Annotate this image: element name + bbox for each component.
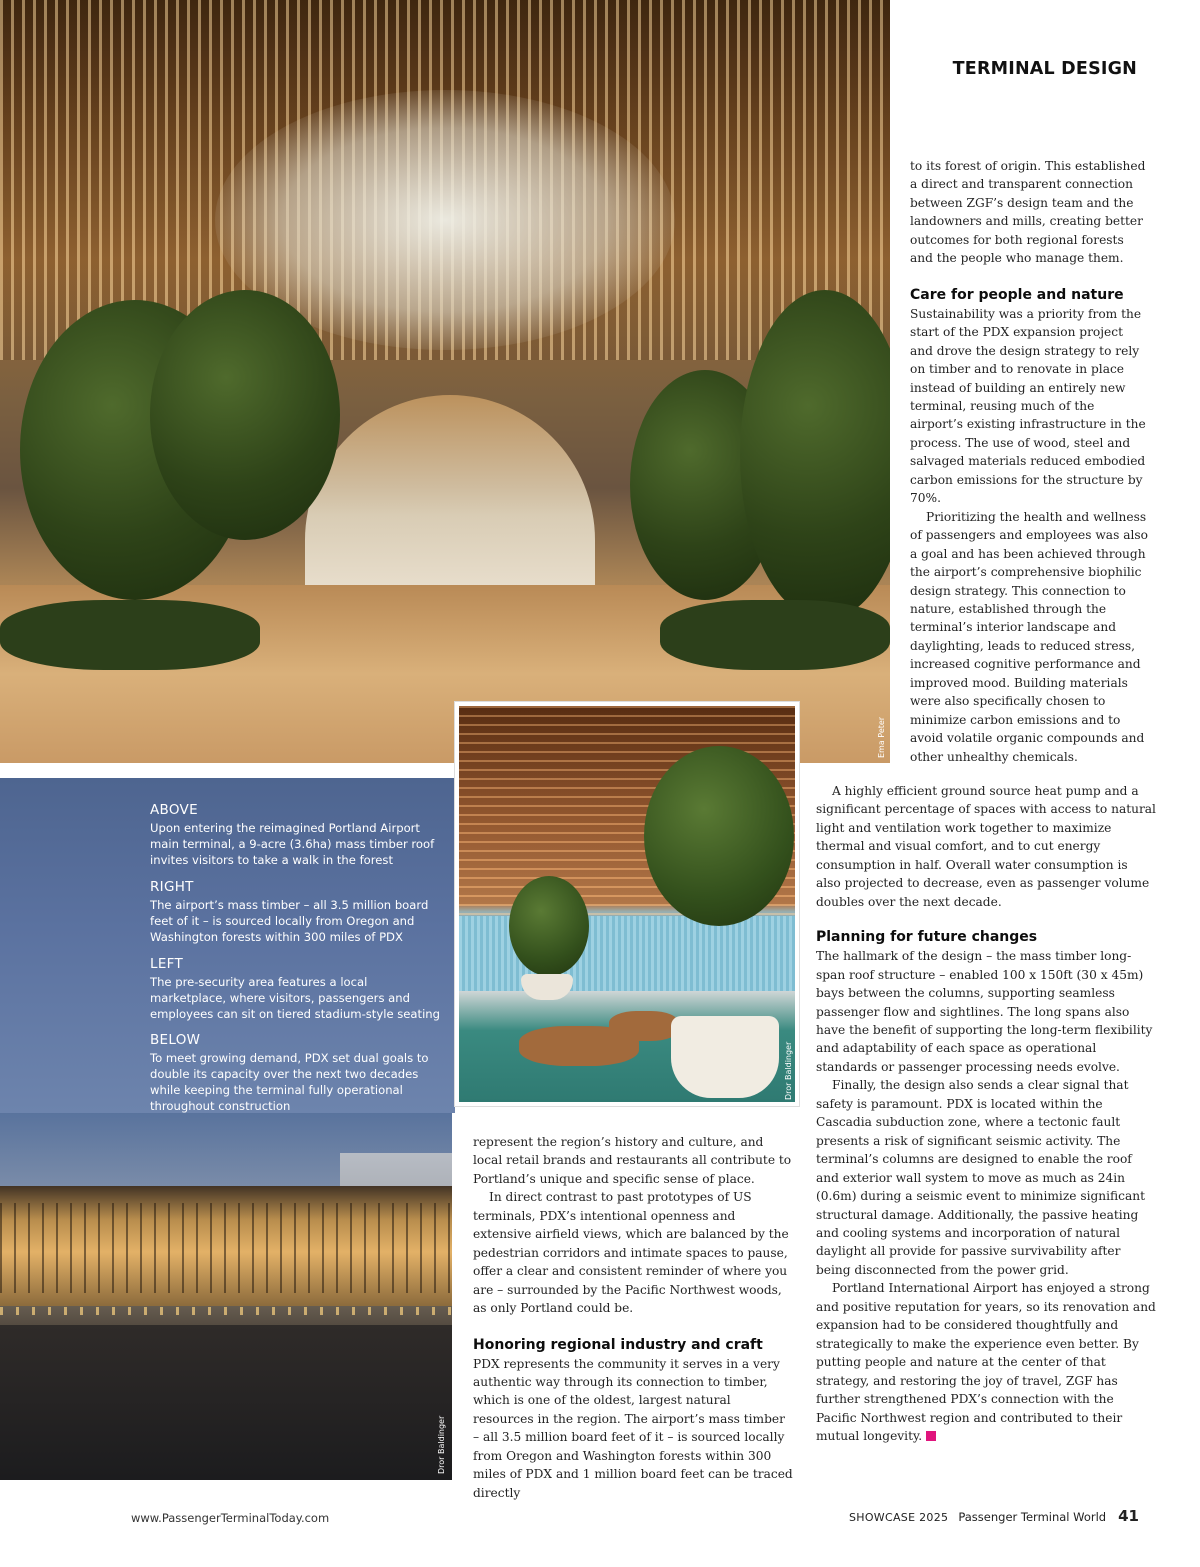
photo-image bbox=[459, 706, 795, 1102]
window-mullions bbox=[0, 1203, 452, 1293]
tree bbox=[509, 876, 589, 976]
article-paragraph: A highly efficient ground source heat pump and a significant percentage of spaces with access to natural light and ventilation work together to maximize thermal and visual comfort, and to cut energy consumption in half. Overall water consumption is also projected to decrease, even as passenger volume doubles over the next decade. bbox=[816, 784, 1156, 909]
photo-credit-below: Dror Baldinger bbox=[437, 1415, 446, 1474]
article-paragraph: The hallmark of the design – the mass timber long-span roof structure – enabled 100 x 150ft (30 x 45m) bays between the columns, supporting seamless passenger flow and sightlines. The long spans also have the benefit of supporting the long-term flexibility and adaptability of each space as operational standards or passenger processing needs evolve. bbox=[816, 949, 1153, 1074]
page-number: 41 bbox=[1118, 1507, 1139, 1525]
airfield-apron bbox=[0, 1325, 452, 1480]
subheading-honoring: Honoring regional industry and craft bbox=[473, 1336, 763, 1353]
article-paragraph: Prioritizing the health and wellness of passengers and employees was also a goal and has been achieved through the airport’s comprehensive biophilic design strategy. This connection to nature, established through the terminal’s interior landscape and daylighting, leads to reduced stress, increased cognitive performance and improved mood. Building materials were also specifically chosen to minimize carbon emissions and to avoid volatile organic compounds and other unhealthy chemicals. bbox=[910, 509, 1148, 764]
photo-marketplace-seating bbox=[455, 702, 799, 1106]
article-paragraph-text: Portland International Airport has enjoyed a strong and positive reputation for years, so its renovation and expansion had to be considered thoughtfully and strategically to make the experience even better. By putting people and nature at the center of that strategy, and restoring the joy of travel, ZGF has further strengthened PDX’s connection with the Pacific Northwest region and contributed to their mutual longevity. bbox=[816, 1281, 1156, 1443]
planter bbox=[671, 1016, 779, 1098]
article-paragraph: PDX represents the community it serves in a very authentic way through its connection to timber, which is one of the oldest, largest natural resources in the region. The airport’s mass timber – all 3.5 million board feet of it – is sourced locally from Oregon and Washington forests within 300 miles of PDX and 1 million board feet can be traced directly bbox=[473, 1356, 793, 1500]
article-paragraph: to its forest of origin. This established a direct and transparent connection between ZGF’s design team and the landowners and mills, creating better outcomes for both regional forests and the people who manage them. bbox=[910, 159, 1146, 266]
caption-panel bbox=[0, 778, 455, 1113]
planter bbox=[521, 974, 573, 1000]
tree bbox=[644, 746, 794, 926]
footer-folio bbox=[849, 1506, 1139, 1525]
article-column-right-lower bbox=[816, 782, 1156, 1445]
caption-label: BELOW bbox=[150, 1032, 201, 1048]
article-paragraph: In direct contrast to past prototypes of US terminals, PDX’s intentional openness and extensive airfield views, which are balanced by the pedestrian corridors and intimate spaces to pause, offer a clear and consistent reminder of where you are – surrounded by the Pacific Northwest woods, as only Portland could be. bbox=[473, 1190, 789, 1316]
tree bbox=[150, 290, 340, 540]
apron-lights bbox=[0, 1307, 452, 1315]
article-column-middle bbox=[473, 1133, 793, 1502]
planter bbox=[0, 600, 260, 670]
photo-terminal-exterior-night bbox=[0, 1113, 452, 1480]
article-column-right-upper bbox=[910, 157, 1148, 766]
caption-label: ABOVE bbox=[150, 802, 198, 818]
caption-text: To meet growing demand, PDX set dual goals to double its capacity over the next two decades while keeping the terminal fully operational throughout construction bbox=[150, 1051, 429, 1113]
subheading-care: Care for people and nature bbox=[910, 286, 1124, 303]
section-tag: TERMINAL DESIGN bbox=[952, 59, 1137, 79]
caption-right bbox=[150, 879, 440, 945]
caption-text: The pre-security area features a local marketplace, where visitors, passengers and employees can sit on tiered stadium-style seating bbox=[150, 975, 441, 1021]
hero-photo-terminal-interior bbox=[0, 0, 890, 763]
end-mark-icon bbox=[926, 1431, 936, 1441]
vaulted-hall bbox=[305, 395, 595, 615]
subheading-planning: Planning for future changes bbox=[816, 929, 1038, 946]
article-paragraph: Sustainability was a priority from the start of the PDX expansion project and drove the design strategy to rely on timber and to renovate in place instead of building an entirely new terminal, reusing much of the airport’s existing infrastructure in the process. The use of wood, steel and salvaged materials reduced embodied carbon emissions for the structure by 70%. bbox=[910, 306, 1146, 506]
caption-label: LEFT bbox=[150, 956, 184, 972]
article-paragraph-final bbox=[816, 1279, 1156, 1445]
caption-text: Upon entering the reimagined Portland Airport main terminal, a 9-acre (3.6ha) mass timber roof invites visitors to take a walk in the forest bbox=[150, 821, 435, 867]
caption-above bbox=[150, 802, 440, 868]
article-paragraph: Finally, the design also sends a clear signal that safety is paramount. PDX is located within the Cascadia subduction zone, where a tectonic fault presents a risk of significant seismic activity. The terminal’s columns are designed to enable the roof and exterior wall system to move as much as 24in (0.6m) during a seismic event to minimize significant structural damage. Additionally, the passive heating and cooling systems and incorporation of natural daylight all provide for passive survivability after being disconnected from the power grid. bbox=[816, 1078, 1146, 1277]
footer-url: www.PassengerTerminalToday.com bbox=[131, 1511, 330, 1525]
caption-below bbox=[150, 1032, 440, 1114]
caption-label: RIGHT bbox=[150, 879, 194, 895]
photo-credit-left: Dror Baldinger bbox=[784, 1041, 793, 1100]
planter bbox=[660, 600, 890, 670]
caption-left bbox=[150, 956, 440, 1022]
seating bbox=[609, 1011, 679, 1041]
footer-showcase: SHOWCASE 2025 bbox=[849, 1511, 949, 1524]
article-paragraph: represent the region’s history and culture, and local retail brands and restaurants all contribute to Portland’s unique and specific sense of place. bbox=[473, 1135, 792, 1186]
photo-credit-hero: Ema Peter bbox=[877, 716, 886, 758]
footer-magazine: Passenger Terminal World bbox=[958, 1510, 1107, 1524]
caption-text: The airport’s mass timber – all 3.5 million board feet of it – is sourced locally from Oregon and Washington forests within 300 miles of PDX bbox=[150, 898, 429, 944]
